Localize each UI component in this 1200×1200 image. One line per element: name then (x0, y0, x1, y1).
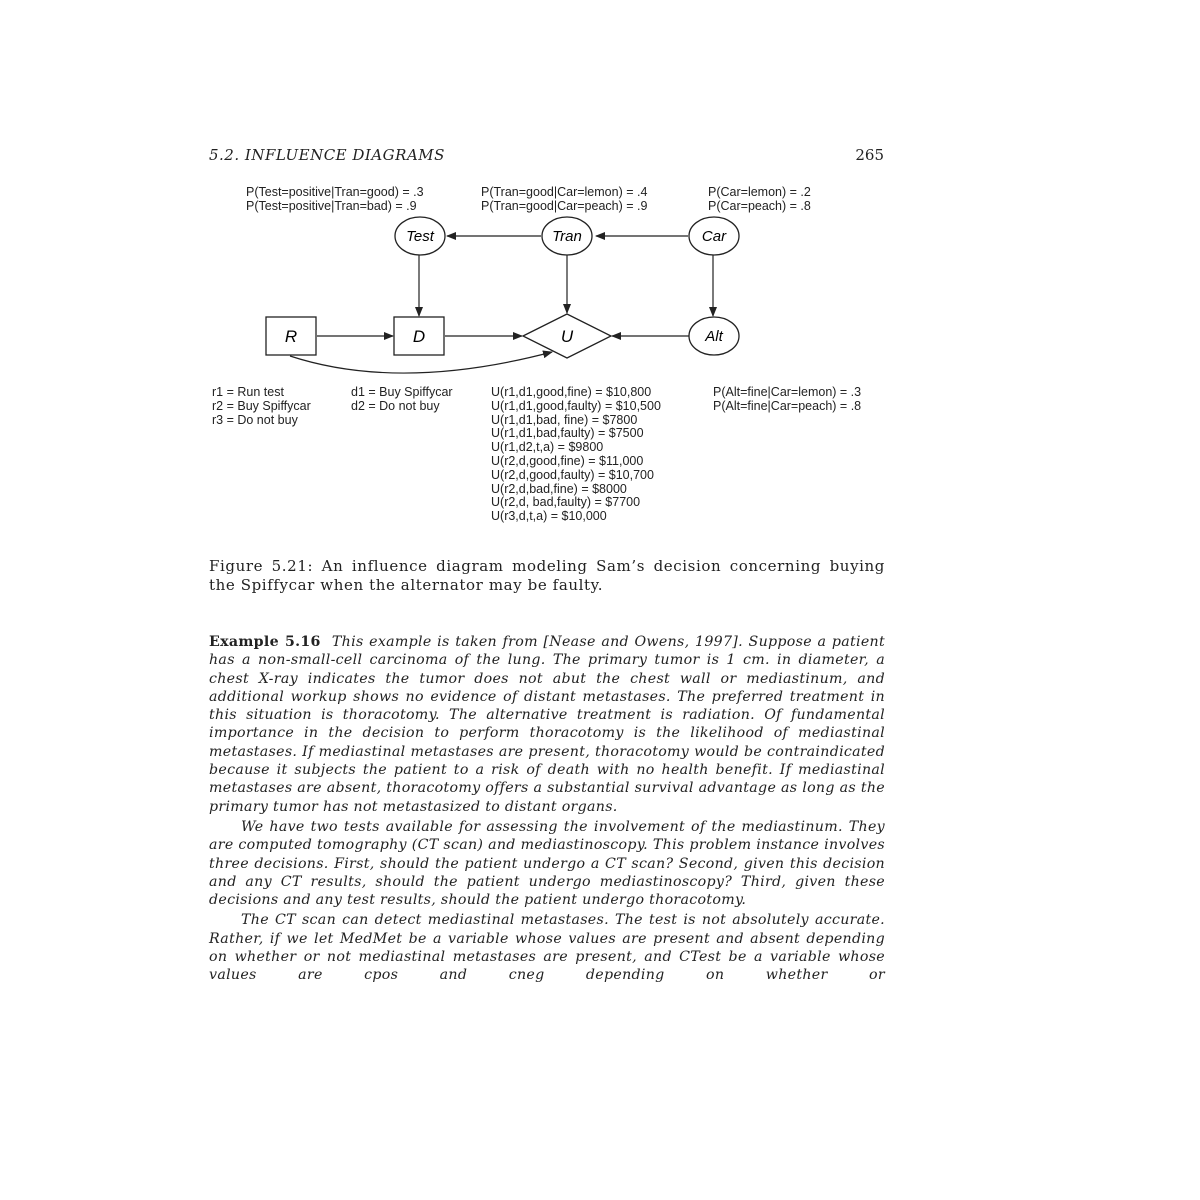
node-r-label: R (284, 327, 298, 346)
utility-line: U(r2,d, bad,faulty) = $7700 (491, 495, 641, 510)
node-u-label: U (560, 327, 574, 346)
utility-line: U(r1,d1,bad, fine) = $7800 (491, 412, 638, 427)
node-test-label: Test (406, 228, 434, 245)
prob-car-line-2: P(Car=peach) = .8 (708, 198, 811, 213)
example-paragraph-2: We have two tests available for assessing the involvement of the mediastinum. They are computed tomography (CT scan) and mediastinoscopy. This problem instance involves three decisions. First, should the patient undergo a CT scan? Second, given this decision and any CT results, should the patient undergo mediastinoscopy? Third, given these decisions and any test results, should the patient undergo thoracotomy. (209, 818, 885, 909)
r-def-2: r2 = Buy Spiffycar (212, 398, 311, 413)
d-def-2: d2 = Do not buy (351, 398, 440, 413)
prob-test-table (246, 186, 424, 214)
utility-line: U(r2,d,good,faulty) = $10,700 (491, 467, 654, 482)
prob-alt-table (713, 386, 861, 414)
r-definitions (212, 386, 311, 427)
running-header: 5.2. INFLUENCE DIAGRAMS (209, 146, 445, 164)
prob-alt-line-1: P(Alt=fine|Car=lemon) = .3 (713, 385, 862, 399)
r-def-3: r3 = Do not buy (212, 412, 298, 427)
node-alt-label: Alt (705, 328, 723, 345)
d-def-1: d1 = Buy Spiffycar (351, 385, 453, 399)
prob-car-line-1: P(Car=lemon) = .2 (708, 185, 811, 199)
node-tran-label: Tran (552, 228, 582, 245)
prob-tran-line-2: P(Tran=good|Car=peach) = .9 (481, 198, 648, 213)
r-def-1: r1 = Run test (212, 385, 284, 399)
node-car-label: Car (701, 228, 727, 245)
figure-caption: Figure 5.21: An influence diagram modeling Sam’s decision concerning buying the Spiffycar when the alternator may be faulty. (209, 557, 885, 594)
page-number: 265 (855, 146, 884, 164)
utility-line: U(r1,d1,good,fine) = $10,800 (491, 385, 652, 399)
utility-line: U(r1,d1,bad,faulty) = $7500 (491, 426, 644, 441)
utility-line: U(r2,d,bad,fine) = $8000 (491, 481, 627, 496)
node-d-label: D (412, 327, 426, 346)
example-label: Example 5.16 (209, 634, 321, 650)
utility-table (491, 386, 661, 524)
example-body (209, 633, 885, 987)
d-definitions (351, 386, 453, 414)
prob-test-line-1: P(Test=positive|Tran=good) = .3 (246, 185, 424, 199)
prob-alt-line-2: P(Alt=fine|Car=peach) = .8 (713, 398, 862, 413)
utility-line: U(r3,d,t,a) = $10,000 (491, 509, 607, 524)
prob-car-table (708, 186, 811, 214)
prob-test-line-2: P(Test=positive|Tran=bad) = .9 (246, 198, 417, 213)
example-paragraph-1 (209, 633, 885, 816)
influence-diagram (200, 180, 920, 540)
utility-line: U(r2,d,good,fine) = $11,000 (491, 453, 644, 468)
example-para-1-text: This example is taken from [Nease and Owens, 1997]. Suppose a patient has a non-small-cell carcinoma of the lung. The primary tumor is 1 cm. in diameter, a chest X-ray indicates the tumor does not abut the chest wall or mediastinum, and additional workup shows no evidence of distant metastases. The preferred treatment in this situation is thoracotomy. The alternative treatment is radiation. Of fundamental importance in the decision to perform thoracotomy is the likelihood of mediastinal metastases. If mediastinal metastases are present, thoracotomy would be contraindicated because it subjects the patient to a risk of death with no health benefit. If mediastinal metastases are absent, thoracotomy offers a substantial survival advantage as long as the primary tumor has not metastasized to distant organs. (209, 634, 885, 815)
example-paragraph-3: The CT scan can detect mediastinal metastases. The test is not absolutely accurate. Rather, if we let MedMet be a variable whose values are present and absent depending on whether or not mediastinal metastases are present, and CTest be a variable whose values are cpos and cneg depending on whether or (209, 912, 885, 984)
prob-tran-table (481, 186, 647, 214)
prob-tran-line-1: P(Tran=good|Car=lemon) = .4 (481, 185, 648, 199)
utility-line: U(r1,d2,t,a) = $9800 (491, 440, 604, 455)
utility-line: U(r1,d1,good,faulty) = $10,500 (491, 398, 661, 413)
